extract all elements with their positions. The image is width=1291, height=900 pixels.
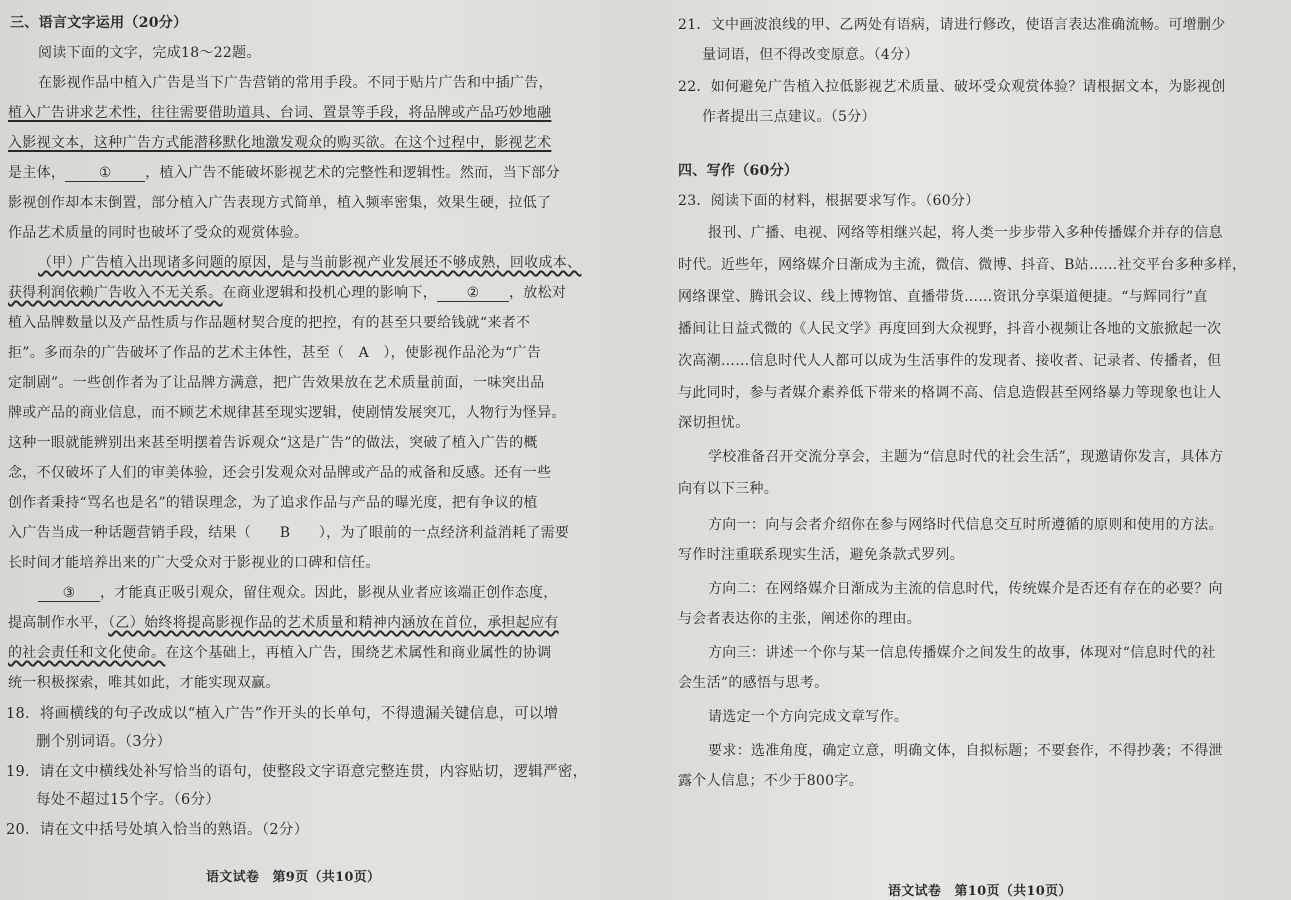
question-18: 18．将画横线的句子改成以“植入广告”作开头的长单句，不得遗漏关键信息，可以增 [6, 706, 559, 722]
paragraph-line: 念，不仅破坏了人们的审美体验，还会引发观众对品牌或产品的戒备和反感。还有一些 [8, 465, 552, 481]
paragraph-line: 牌或产品的商业信息，而不顾艺术规律甚至现实逻辑，使剧情发展突兀，人物行为怪异。 [8, 405, 566, 421]
paragraph-line: 统一积极探索，唯其如此，才能实现双赢。 [8, 675, 280, 691]
underlined-sentence: 入影视文本，这种广告方式能潜移默化地激发观众的购买欲。在这个过程中，影视艺术 [8, 135, 552, 151]
paragraph-line: 拒”。多而杂的广告破坏了作品的艺术主体性，甚至（ A ），使影视作品沦为“广告 [8, 345, 542, 361]
question-21: 21．文中画波浪线的甲、乙两处有语病，请进行修改，使语言表达准确流畅。可增删少 [678, 17, 1226, 33]
blank-2: ② [437, 285, 509, 302]
direction-1-cont: 写作时注重联系现实生活，避免条款式罗列。 [678, 547, 964, 563]
wavy-sentence-a: （甲）广告植入出现诸多问题的原因，是与当前影视产业发展还不够成熟，回收成本、 [38, 255, 582, 271]
question-20: 20．请在文中括号处填入恰当的熟语。（2分） [6, 822, 309, 838]
direction-3: 方向三：讲述一个你与某一信息传播媒介之间发生的故事，体现对“信息时代的社 [708, 645, 1216, 661]
paragraph-line: 长时间才能培养出来的广大受众对于影视业的口碑和信任。 [8, 555, 380, 571]
blank-3: ③ [38, 585, 100, 602]
paragraph-line: 的社会责任和文化使命。在这个基础上，再植入广告，围绕艺术属性和商业属性的协调 [8, 645, 552, 661]
paragraph-line: 在影视作品中植入广告是当下广告营销的常用手段。不同于贴片广告和中插广告， [38, 75, 553, 91]
task-line: 学校准备召开交流分享会，主题为“信息时代的社会生活”，现邀请你发言，具体方 [708, 449, 1224, 465]
material-line: 深切担忧。 [678, 415, 750, 431]
material-line: 网络课堂、腾讯会议、线上博物馆、直播带货……资讯分享渠道便捷。“与辉同行”直 [678, 289, 1208, 305]
wavy-sentence-b-end: 的社会责任和文化使命。 [8, 645, 166, 661]
requirements: 要求：选准角度，确定立意，明确文体，自拟标题；不要套作，不得抄袭；不得泄 [708, 743, 1223, 759]
page-footer: 语文试卷 第9页（共10页） [206, 870, 381, 885]
question-22-cont: 作者提出三点建议。（5分） [702, 109, 876, 125]
paragraph-line: 定制剧”。一些创作者为了让品牌方满意，把广告效果放在艺术质量前面，一味突出品 [8, 375, 545, 391]
material-line: 报刊、广播、电视、网络等相继兴起，将人类一步步带入多种传播媒介并存的信息 [708, 225, 1223, 241]
underlined-sentence: 植入广告讲求艺术性，往往需要借助道具、台词、置景等手段，将品牌或产品巧妙地融 [8, 105, 552, 121]
question-18-cont: 删个别词语。（3分） [36, 734, 172, 750]
question-19-cont: 每处不超过15个字。（6分） [36, 792, 221, 808]
paragraph-line: 是主体， ① ，植入广告不能破坏影视艺术的完整性和逻辑性。然而，当下部分 [8, 165, 560, 181]
paragraph-line: 这种一眼就能辨别出来甚至明摆着告诉观众“这是广告”的做法，突破了植入广告的概 [8, 435, 538, 451]
question-21-cont: 量词语，但不得改变原意。（4分） [702, 47, 919, 63]
paragraph-line: ③ ，才能真正吸引观众，留住观众。因此，影视从业者应该端正创作态度， [38, 582, 558, 602]
paragraph-line [8, 132, 552, 152]
paragraph-line: 植入品牌数量以及产品性质与作品题材契合度的把控，有的甚至只要给钱就“来者不 [8, 315, 531, 331]
material-line: 与此同时，参与者媒介素养低下带来的格调不高、信息造假甚至网络暴力等现象也让人 [678, 385, 1222, 401]
requirements-cont: 露个人信息；不少于800字。 [678, 773, 863, 789]
direction-2-cont: 与会者表达你的主张，阐述你的理由。 [678, 611, 922, 627]
section-title: 三、语言文字运用（20分） [10, 15, 188, 31]
material-line: 播间让日益式微的《人民文学》再度回到大众视野，抖音小视频让各地的文旅掀起一次 [678, 321, 1222, 337]
direction-3-cont: 会生活”的感悟与思考。 [678, 675, 829, 691]
paragraph-line: 获得利润依赖广告收入不无关系。在商业逻辑和投机心理的影响下， ② ，放松对 [8, 285, 567, 301]
question-23: 23．阅读下面的材料，根据要求写作。（60分） [678, 193, 980, 209]
intro-text: 阅读下面的文字，完成18～22题。 [38, 45, 261, 61]
paragraph-line: 影视创作却本末倒置，部分植入广告表现方式简单，植入频率密集，效果生硬，拉低了 [8, 195, 552, 211]
page-footer: 语文试卷 第10页（共10页） [888, 884, 1072, 899]
section-title: 四、写作（60分） [678, 163, 799, 179]
paragraph-line: 入广告当成一种话题营销手段，结果（ B ），为了眼前的一点经济利益消耗了需要 [8, 525, 570, 541]
direction-2: 方向二：在网络媒介日渐成为主流的信息时代，传统媒介是否还有存在的必要？向 [708, 581, 1223, 597]
wavy-sentence-a-end: 获得利润依赖广告收入不无关系。 [8, 285, 223, 301]
material-line: 次高潮……信息时代人人都可以成为生活事件的发现者、接收者、记录者、传播者，但 [678, 353, 1222, 369]
question-19: 19．请在文中横线处补写恰当的语句，使整段文字语意完整连贯，内容贴切，逻辑严密， [6, 764, 588, 780]
direction-1: 方向一：向与会者介绍你在参与网络时代信息交互时所遵循的原则和使用的方法。 [708, 517, 1223, 533]
choose-direction: 请选定一个方向完成文章写作。 [708, 709, 909, 725]
paragraph-line: 作品艺术质量的同时也破坏了受众的观赏体验。 [8, 225, 309, 241]
wavy-sentence-b: （乙）始终将提高影视作品的艺术质量和精神内涵放在首位，承担起应有 [108, 615, 559, 631]
material-line: 时代。近些年，网络媒介日渐成为主流，微信、微博、抖音、B站……社交平台多种多样， [678, 257, 1247, 273]
paragraph-line: 提高制作水平，（乙）始终将提高影视作品的艺术质量和精神内涵放在首位，承担起应有 [8, 615, 559, 631]
blank-1: ① [65, 165, 145, 182]
question-22: 22．如何避免广告植入拉低影视艺术质量、破坏受众观赏体验？请根据文本，为影视创 [678, 79, 1226, 95]
task-line: 向有以下三种。 [678, 481, 779, 497]
paragraph-line: 创作者秉持“骂名也是名”的错误理念，为了追求作品与产品的曝光度，把有争议的植 [8, 495, 538, 511]
